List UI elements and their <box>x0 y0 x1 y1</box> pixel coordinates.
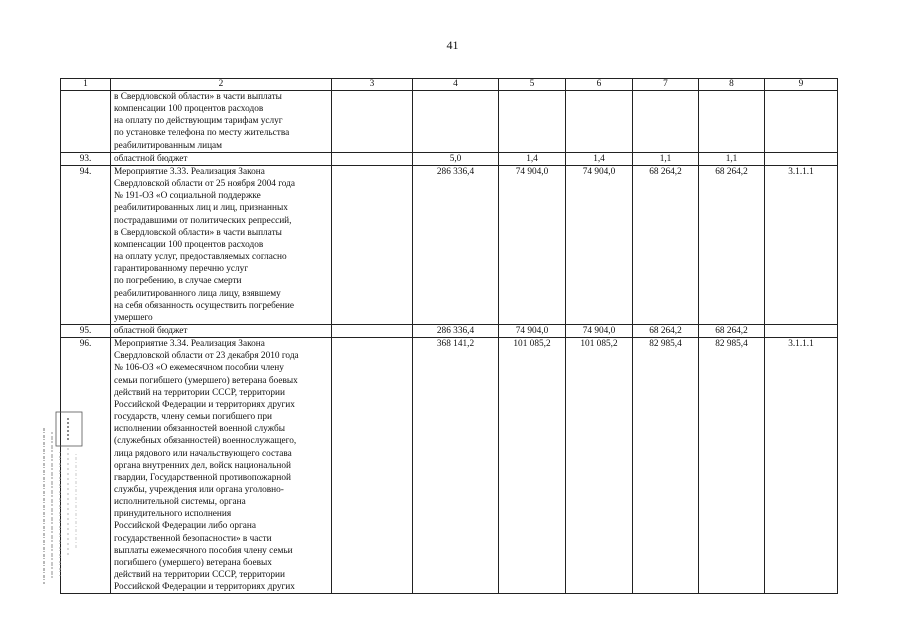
value-cell-c5: 101 085,2 <box>499 338 566 594</box>
row-description <box>111 91 332 153</box>
description-line: реабилитированных лиц и лиц, признанных <box>114 203 288 214</box>
value-cell-c8: 68 264,2 <box>699 165 765 324</box>
description-line: действий на территории СССР, территории <box>114 387 285 398</box>
description-line: государств, члену семьи погибшего при <box>114 412 273 423</box>
table-row <box>61 338 838 594</box>
column-number-row <box>61 79 838 91</box>
description-line: пострадавшими от политических репрессий, <box>114 215 292 226</box>
value-cell-c5 <box>499 91 566 153</box>
description-line: органа внутренних дел, войск национальной <box>114 460 291 471</box>
value-cell-c8: 1,1 <box>699 152 765 165</box>
description-line: исполнении обязанностей военной службы <box>114 424 285 435</box>
table-row <box>61 165 838 324</box>
value-cell-c3 <box>332 165 413 324</box>
description-line: действий на территории СССР, территории <box>114 570 285 581</box>
value-cell-c6 <box>566 91 633 153</box>
description-line: лица рядового или начальствующего состава <box>114 448 292 459</box>
description-line: выплаты ежемесячного пособия члену семьи <box>114 545 293 556</box>
description-line: Российской Федерации и территориях других <box>114 582 295 593</box>
row-description <box>111 165 332 324</box>
column-number: 3 <box>332 79 413 91</box>
description-line: по установке телефона по месту жительства <box>114 128 290 139</box>
value-cell-c5: 1,4 <box>499 152 566 165</box>
description-line: областной бюджет <box>114 325 188 336</box>
description-line: Мероприятие 3.33. Реализация Закона <box>114 166 265 177</box>
description-line: в Свердловской области» в части выплаты <box>114 227 282 238</box>
description-line: Российской Федерации либо органа <box>114 521 257 532</box>
description-line: на оплату по действующим тарифам услуг <box>114 116 283 127</box>
value-cell-c9 <box>765 324 838 337</box>
row-number: 95. <box>61 324 111 337</box>
value-cell-c4 <box>413 91 499 153</box>
value-cell-c5: 74 904,0 <box>499 324 566 337</box>
value-cell-c8 <box>699 91 765 153</box>
row-number: 94. <box>61 165 111 324</box>
description-line: семьи погибшего (умершего) ветерана боевых <box>114 375 298 386</box>
value-cell-c3 <box>332 324 413 337</box>
description-line: гарантированному перечню услуг <box>114 264 249 275</box>
row-description <box>111 152 332 165</box>
value-cell-c7: 68 264,2 <box>633 165 699 324</box>
column-number: 4 <box>413 79 499 91</box>
description-line: на оплату услуг, предоставляемых согласно <box>114 252 287 263</box>
column-number: 8 <box>699 79 765 91</box>
column-number: 9 <box>765 79 838 91</box>
description-line: Мероприятие 3.34. Реализация Закона <box>114 339 265 350</box>
column-number: 7 <box>633 79 699 91</box>
value-cell-c3 <box>332 152 413 165</box>
value-cell-c7: 82 985,4 <box>633 338 699 594</box>
value-cell-c4: 368 141,2 <box>413 338 499 594</box>
column-number: 1 <box>61 79 111 91</box>
column-number: 6 <box>566 79 633 91</box>
table-row <box>61 324 838 337</box>
column-number: 2 <box>111 79 332 91</box>
value-cell-c6: 101 085,2 <box>566 338 633 594</box>
description-line: по погребению, в случае смерти <box>114 276 242 287</box>
value-cell-c8: 82 985,4 <box>699 338 765 594</box>
row-number: 93. <box>61 152 111 165</box>
value-cell-c6: 74 904,0 <box>566 165 633 324</box>
value-cell-c7 <box>633 91 699 153</box>
description-line: государственной безопасности» в части <box>114 533 272 544</box>
description-line: компенсации 100 процентов расходов <box>114 239 264 250</box>
value-cell-c8: 68 264,2 <box>699 324 765 337</box>
description-line: в Свердловской области» в части выплаты <box>114 92 282 102</box>
value-cell-c9: 3.1.1.1 <box>765 165 838 324</box>
description-line: компенсации 100 процентов расходов <box>114 104 264 115</box>
table-body <box>61 79 838 594</box>
description-line: погибшего (умершего) ветерана боевых <box>114 557 272 568</box>
description-line: гвардии, Государственной противопожарной <box>114 472 291 483</box>
table-row <box>61 91 838 153</box>
description-line: Свердловской области от 25 ноября 2004 года <box>114 179 296 190</box>
description-line: Свердловской области от 23 декабря 2010 года <box>114 351 299 362</box>
row-description <box>111 324 332 337</box>
description-line: (служебных обязанностей) военнослужащего, <box>114 436 297 447</box>
table-row <box>61 152 838 165</box>
value-cell-c9 <box>765 152 838 165</box>
value-cell-c6: 1,4 <box>566 152 633 165</box>
row-description <box>111 338 332 594</box>
description-line: исполнительной системы, органа <box>114 497 246 508</box>
budget-table <box>60 78 838 594</box>
value-cell-c3 <box>332 91 413 153</box>
description-line: № 106-ОЗ «О ежемесячном пособии члену <box>114 363 284 374</box>
side-stamp-image <box>38 408 88 588</box>
description-line: на себя обязанность осуществить погребение <box>114 300 294 311</box>
value-cell-c9 <box>765 91 838 153</box>
value-cell-c9: 3.1.1.1 <box>765 338 838 594</box>
description-line: № 191-ОЗ «О социальной поддержке <box>114 191 261 202</box>
description-line: службы, учреждения или органа уголовно- <box>114 485 284 495</box>
value-cell-c4: 286 336,4 <box>413 324 499 337</box>
row-number <box>61 91 111 153</box>
description-line: реабилитированного лица лицу, взявшему <box>114 288 281 299</box>
value-cell-c7: 1,1 <box>633 152 699 165</box>
description-line: реабилитированным лицам <box>114 140 223 151</box>
description-line: областной бюджет <box>114 153 188 164</box>
value-cell-c5: 74 904,0 <box>499 165 566 324</box>
value-cell-c4: 286 336,4 <box>413 165 499 324</box>
value-cell-c7: 68 264,2 <box>633 324 699 337</box>
page-number: 41 <box>446 38 459 52</box>
description-line: принудительного исполнения <box>114 509 232 520</box>
description-line: умершего <box>114 312 153 323</box>
value-cell-c4: 5,0 <box>413 152 499 165</box>
row-number: 96. <box>61 338 111 594</box>
column-number: 5 <box>499 79 566 91</box>
description-line: Российской Федерации и территориях других <box>114 399 295 410</box>
value-cell-c6: 74 904,0 <box>566 324 633 337</box>
value-cell-c3 <box>332 338 413 594</box>
